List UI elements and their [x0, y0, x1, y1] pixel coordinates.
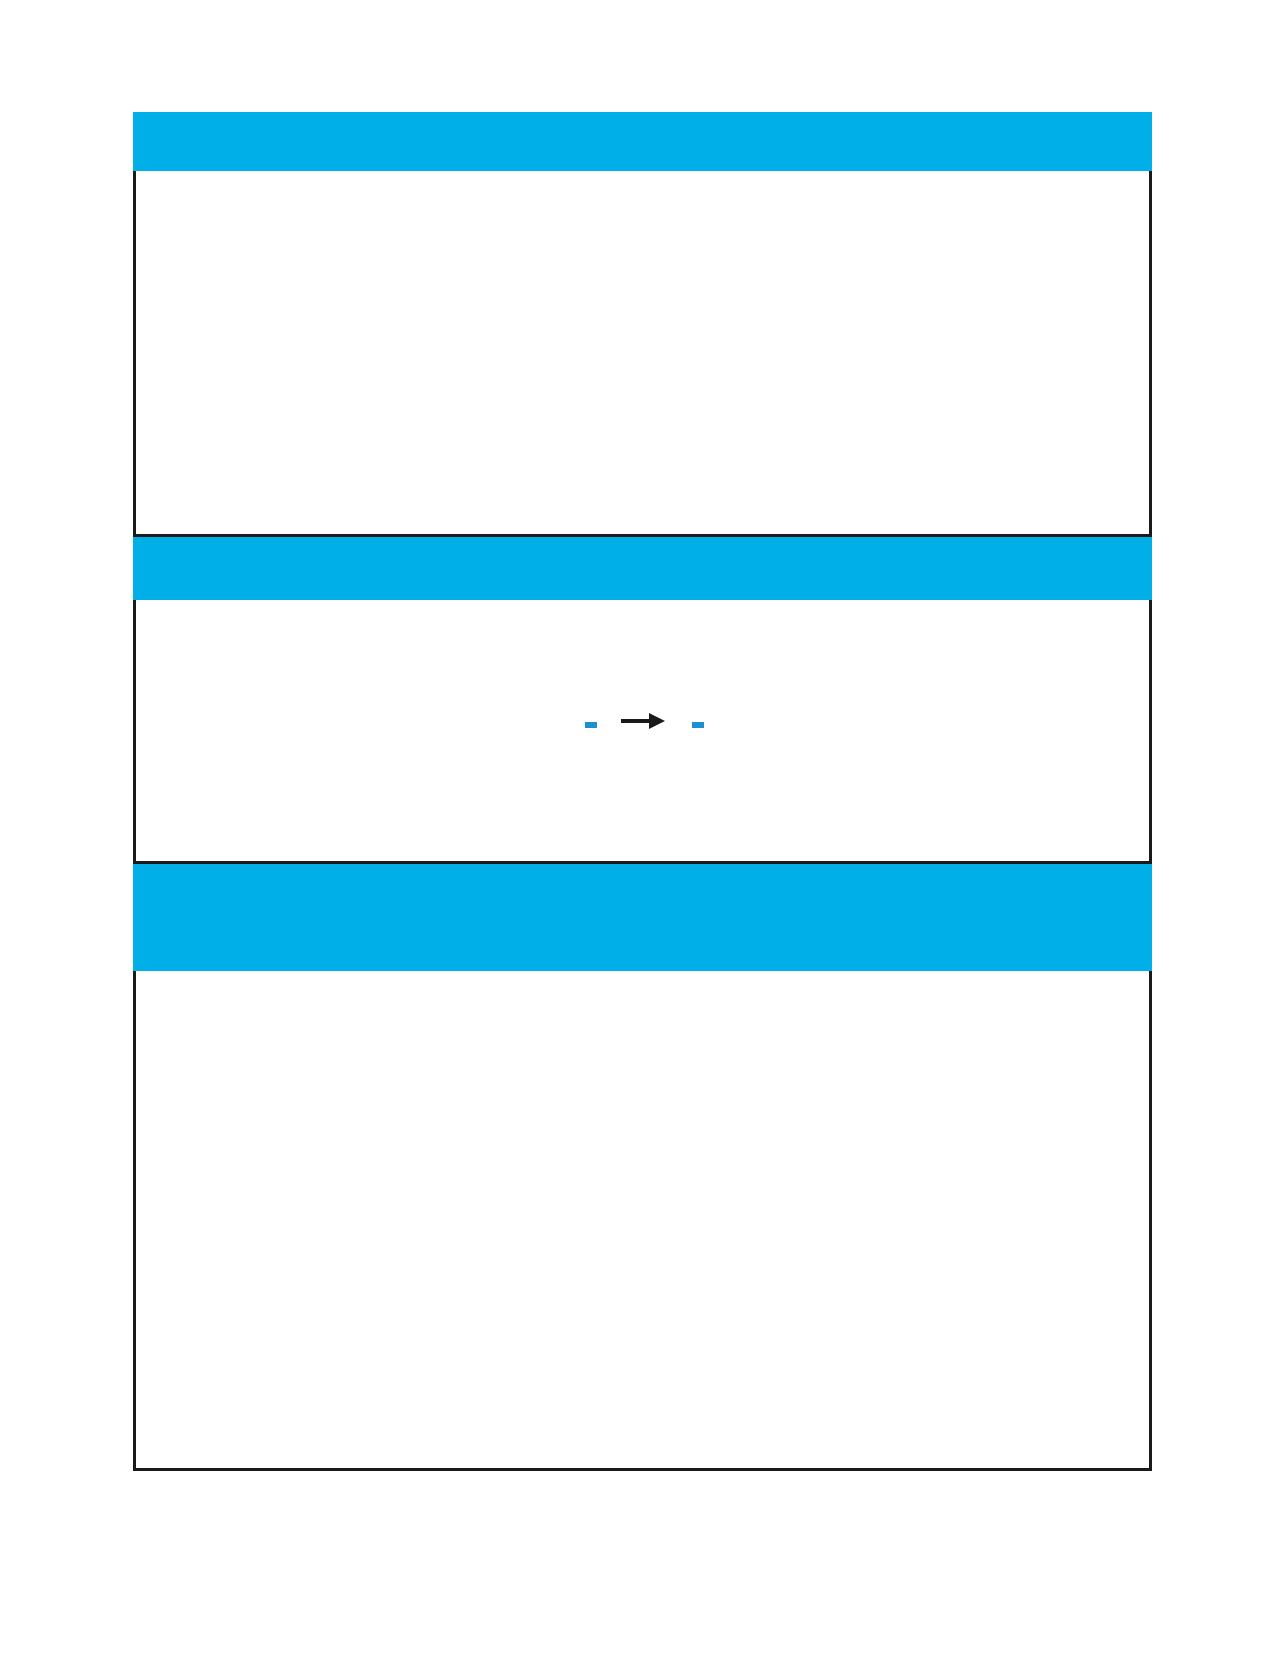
section1-panel	[133, 171, 1152, 537]
section3-title-line1	[133, 864, 1152, 866]
capital-letters-table	[133, 971, 1152, 1471]
arrow-right-icon	[621, 700, 665, 738]
section2-panel	[133, 600, 1152, 864]
ending-box-left	[585, 722, 597, 728]
section1-title	[133, 112, 1152, 171]
section3-title	[133, 864, 1152, 971]
section2-title	[133, 537, 1152, 600]
ending-example	[136, 698, 1149, 738]
ending-box-right	[692, 722, 704, 728]
